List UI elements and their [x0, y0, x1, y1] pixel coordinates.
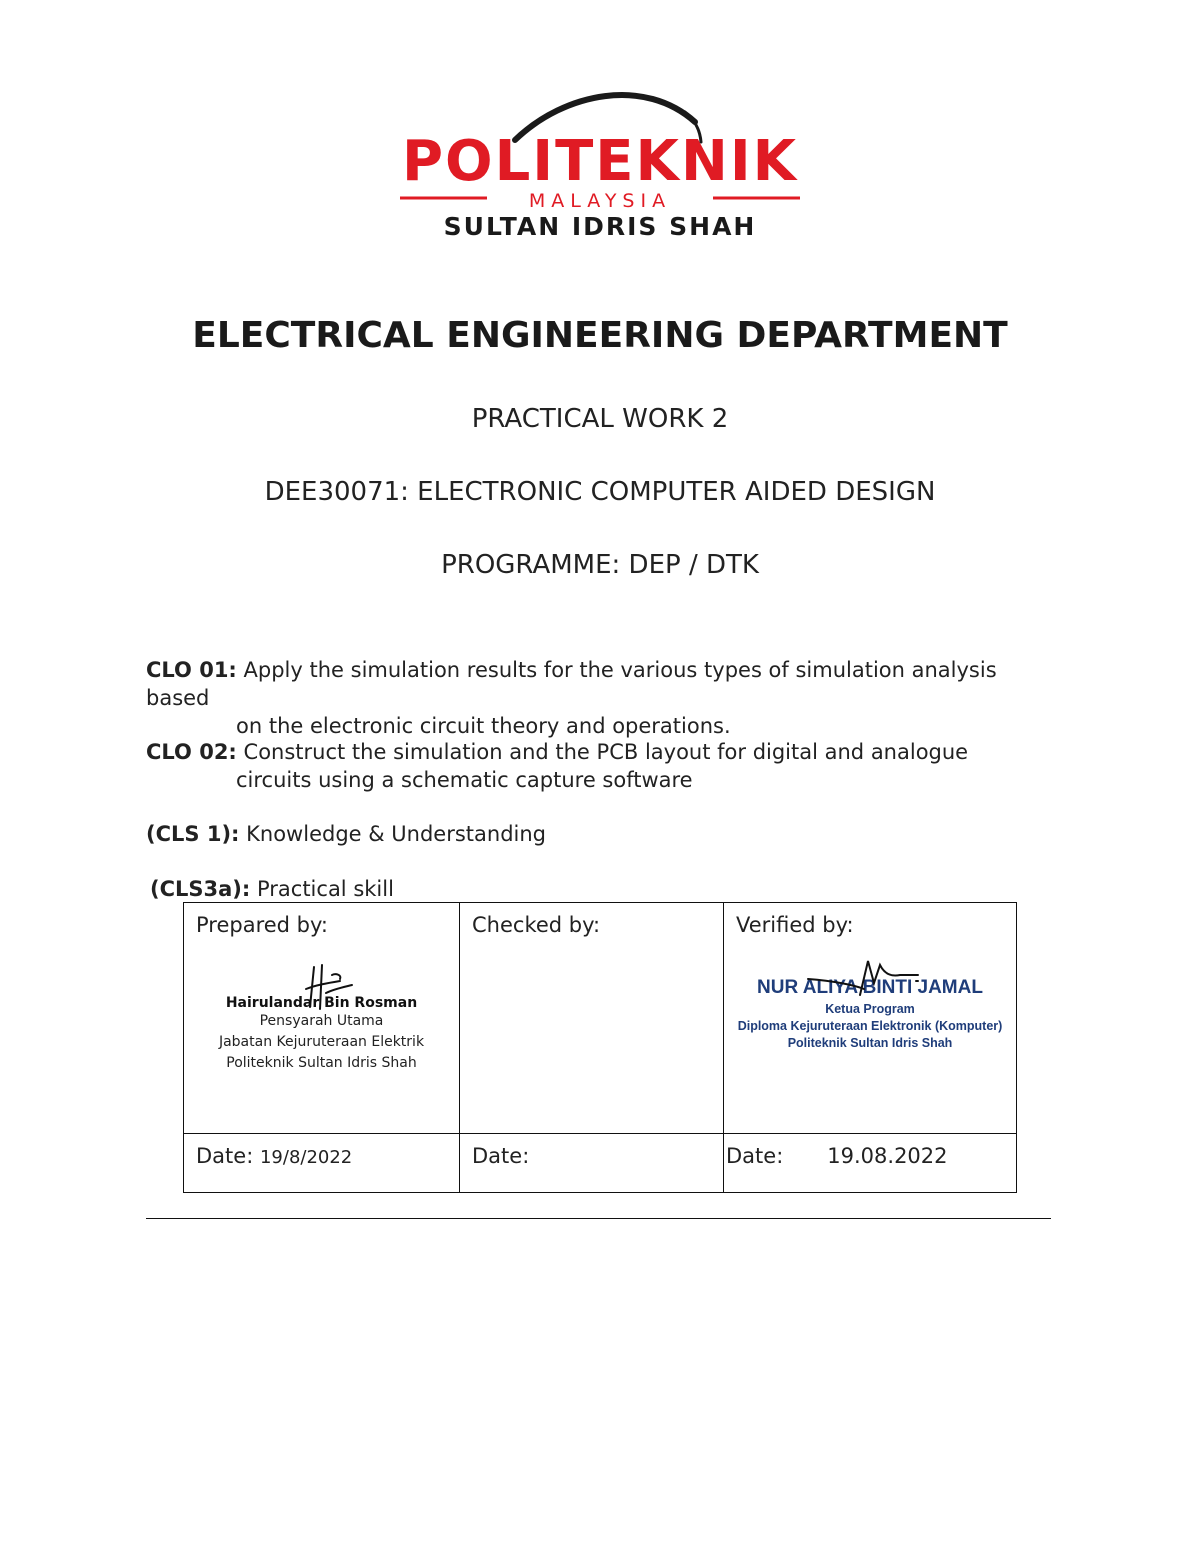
- verified-date-cell: [724, 1134, 1017, 1193]
- checked-label: Checked by:: [472, 913, 601, 937]
- prepared-date-label: Date:: [196, 1144, 254, 1168]
- prepared-cell: [184, 903, 460, 1134]
- logo-country: MALAYSIA: [528, 190, 672, 212]
- verified-cell: [724, 903, 1017, 1134]
- verifier-name: NUR ALIYA BINTI JAMAL: [757, 977, 983, 998]
- course-title: DEE30071: ELECTRONIC COMPUTER AIDED DESIGN: [264, 477, 936, 507]
- prepared-date-value: 19/8/2022: [259, 1147, 353, 1168]
- verifier-signature-icon: [804, 955, 924, 1001]
- verified-date-value: 19.08.2022: [827, 1144, 948, 1168]
- clo-01-text-2: on the electronic circuit theory and operations.: [236, 714, 731, 738]
- verified-date-label: Date:: [726, 1144, 784, 1168]
- verified-label: Verified by:: [736, 913, 854, 937]
- approval-table: [183, 902, 1017, 1193]
- clo-02: [146, 738, 1056, 794]
- cls-1-label: (CLS 1):: [146, 822, 240, 846]
- clo-02-label: CLO 02:: [146, 740, 237, 764]
- department-title: ELECTRICAL ENGINEERING DEPARTMENT: [192, 315, 1008, 356]
- checked-cell: [460, 903, 724, 1134]
- checked-date-cell: [460, 1134, 724, 1193]
- clo-02-text-1: Construct the simulation and the PCB layout for digital and analogue: [243, 740, 969, 764]
- logo-word: POLITEKNIK: [401, 129, 799, 194]
- preparer-name: Hairulandar Bin Rosman: [225, 995, 418, 1011]
- cls-3a-label: (CLS3a):: [150, 877, 251, 901]
- bottom-rule: [146, 1218, 1051, 1219]
- politeknik-logo: [395, 82, 805, 247]
- verifier-inst: Politeknik Sultan Idris Shah: [787, 1036, 953, 1050]
- clo-01-text-1: Apply the simulation results for the various types of simulation analysis based: [146, 658, 997, 710]
- prepared-date-cell: [184, 1134, 460, 1193]
- programme-title: PROGRAMME: DEP / DTK: [441, 550, 759, 580]
- logo-school: SULTAN IDRIS SHAH: [443, 212, 757, 241]
- prepared-label: Prepared by:: [196, 913, 328, 937]
- preparer-block: [184, 979, 459, 1074]
- cls-3a-text: Practical skill: [256, 877, 394, 901]
- clo-01-label: CLO 01:: [146, 658, 237, 682]
- verifier-dept: Diploma Kejuruteraan Elektronik (Komputer): [737, 1019, 1003, 1033]
- cls-1: [146, 820, 1056, 848]
- verifier-block: [724, 977, 1016, 1052]
- preparer-dept: Jabatan Kejuruteraan Elektrik: [218, 1034, 425, 1050]
- checked-date-label: Date:: [472, 1144, 530, 1168]
- practical-work-title: PRACTICAL WORK 2: [471, 404, 729, 434]
- preparer-signature-icon: [296, 963, 356, 1013]
- verifier-title: Ketua Program: [825, 1002, 915, 1016]
- clo-01: [146, 656, 1056, 740]
- cls-1-text: Knowledge & Understanding: [246, 822, 547, 846]
- cls-3a: [150, 875, 1060, 903]
- clo-02-text-2: circuits using a schematic capture software: [236, 768, 693, 792]
- preparer-inst: Politeknik Sultan Idris Shah: [226, 1055, 417, 1071]
- preparer-title: Pensyarah Utama: [259, 1013, 384, 1029]
